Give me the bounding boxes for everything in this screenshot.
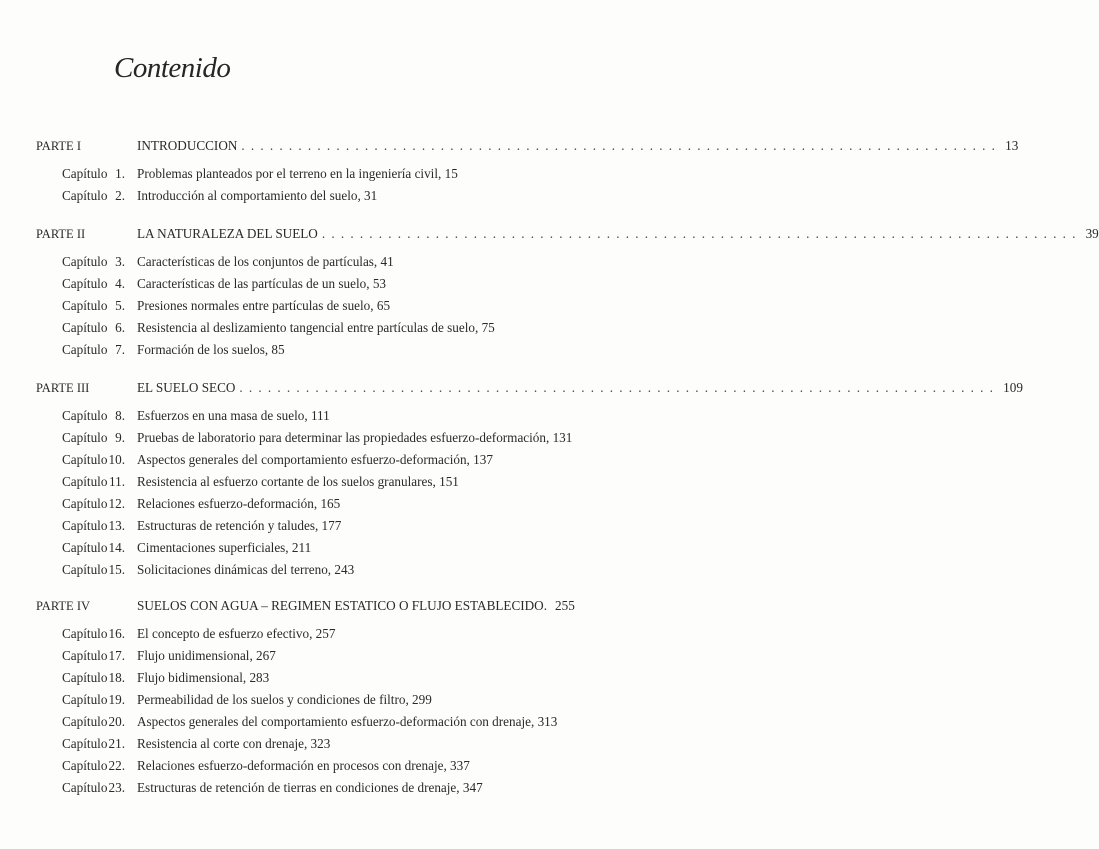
chapter-title: Presiones normales entre partículas de suelo, 65 bbox=[137, 298, 391, 313]
chapter-entry[interactable] bbox=[0, 275, 600, 293]
chapter-title: Solicitaciones dinámicas del terreno, 243 bbox=[137, 562, 355, 577]
chapter-label: Capítulo bbox=[62, 714, 108, 729]
part-title-line bbox=[137, 597, 575, 615]
chapter-label: Capítulo bbox=[62, 648, 108, 663]
part-heading[interactable] bbox=[0, 597, 600, 615]
chapter-label: Capítulo bbox=[62, 320, 108, 335]
chapter-entry[interactable] bbox=[0, 165, 600, 183]
part-title: INTRODUCCION bbox=[137, 138, 238, 153]
chapter-entry[interactable] bbox=[0, 187, 600, 205]
chapter-number: 6. bbox=[115, 320, 125, 335]
chapter-number: 3. bbox=[115, 254, 125, 269]
part-page-number: 109 bbox=[1003, 380, 1023, 395]
part-label: PARTE II bbox=[36, 227, 86, 241]
part-page-number: 39 bbox=[1085, 226, 1099, 241]
part-title-line bbox=[137, 379, 1023, 397]
chapter-title: Resistencia al corte con drenaje, 323 bbox=[137, 736, 331, 751]
chapter-entry[interactable] bbox=[0, 713, 600, 731]
chapter-title: Aspectos generales del comportamiento esfuerzo-deformación, 137 bbox=[137, 452, 493, 467]
chapter-entry[interactable] bbox=[0, 779, 600, 797]
chapter-label: Capítulo bbox=[62, 562, 108, 577]
chapter-label: Capítulo bbox=[62, 276, 108, 291]
chapter-number: 19. bbox=[108, 692, 125, 707]
part-title: LA NATURALEZA DEL SUELO bbox=[137, 226, 318, 241]
chapter-title: Permeabilidad de los suelos y condiciones de filtro, 299 bbox=[137, 692, 432, 707]
chapter-number: 14. bbox=[108, 540, 125, 555]
chapter-title: Relaciones esfuerzo-deformación en procesos con drenaje, 337 bbox=[137, 758, 470, 773]
chapter-number: 23. bbox=[108, 780, 125, 795]
chapter-number: 22. bbox=[108, 758, 125, 773]
chapter-entry[interactable] bbox=[0, 451, 600, 469]
chapter-title: Flujo bidimensional, 283 bbox=[137, 670, 270, 685]
chapter-title: Aspectos generales del comportamiento esfuerzo-deformación con drenaje, 313 bbox=[137, 714, 558, 729]
chapter-entry[interactable] bbox=[0, 495, 600, 513]
chapter-entry[interactable] bbox=[0, 253, 600, 271]
chapter-number: 8. bbox=[115, 408, 125, 423]
chapter-title: Pruebas de laboratorio para determinar las propiedades esfuerzo-deformación, 131 bbox=[137, 430, 573, 445]
chapter-entry[interactable] bbox=[0, 625, 600, 643]
chapter-entry[interactable] bbox=[0, 539, 600, 557]
chapter-number: 1. bbox=[115, 166, 125, 181]
part-title-line bbox=[137, 225, 1099, 243]
dot-leader: ................................................................................ bbox=[239, 380, 1000, 395]
chapter-title: El concepto de esfuerzo efectivo, 257 bbox=[137, 626, 336, 641]
part-title: EL SUELO SECO bbox=[137, 380, 236, 395]
chapter-title: Relaciones esfuerzo-deformación, 165 bbox=[137, 496, 341, 511]
chapter-label: Capítulo bbox=[62, 166, 108, 181]
chapter-label: Capítulo bbox=[62, 736, 108, 751]
chapter-title: Problemas planteados por el terreno en la ingeniería civil, 15 bbox=[137, 166, 458, 181]
chapter-number: 10. bbox=[108, 452, 125, 467]
chapter-label: Capítulo bbox=[62, 692, 108, 707]
chapter-label: Capítulo bbox=[62, 430, 108, 445]
chapter-label: Capítulo bbox=[62, 298, 108, 313]
chapter-title: Resistencia al esfuerzo cortante de los suelos granulares, 151 bbox=[137, 474, 459, 489]
chapter-label: Capítulo bbox=[62, 758, 108, 773]
chapter-entry[interactable] bbox=[0, 517, 600, 535]
chapter-number: 21. bbox=[108, 736, 125, 751]
chapter-number: 15. bbox=[108, 562, 125, 577]
chapter-entry[interactable] bbox=[0, 429, 600, 447]
chapter-title: Introducción al comportamiento del suelo, 31 bbox=[137, 188, 378, 203]
part-label: PARTE III bbox=[36, 381, 90, 395]
chapter-label: Capítulo bbox=[62, 254, 108, 269]
chapter-entry[interactable] bbox=[0, 669, 600, 687]
chapter-number: 2. bbox=[115, 188, 125, 203]
chapter-label: Capítulo bbox=[62, 670, 108, 685]
chapter-title: Resistencia al deslizamiento tangencial entre partículas de suelo, 75 bbox=[137, 320, 495, 335]
chapter-number: 11. bbox=[109, 474, 125, 489]
chapter-entry[interactable] bbox=[0, 407, 600, 425]
part-title-line bbox=[137, 137, 1019, 155]
chapter-number: 20. bbox=[108, 714, 125, 729]
part-page-number: 13 bbox=[1005, 138, 1019, 153]
part-heading[interactable] bbox=[0, 137, 1019, 155]
chapter-number: 9. bbox=[115, 430, 125, 445]
chapter-entry[interactable] bbox=[0, 561, 600, 579]
dot-leader: ................................................................................ bbox=[321, 226, 1082, 241]
chapter-title: Cimentaciones superficiales, 211 bbox=[137, 540, 312, 555]
chapter-label: Capítulo bbox=[62, 626, 108, 641]
part-heading[interactable] bbox=[0, 225, 1099, 243]
chapter-entry[interactable] bbox=[0, 473, 600, 491]
chapter-label: Capítulo bbox=[62, 474, 108, 489]
dot-leader: ................................................................................ bbox=[241, 138, 1002, 153]
chapter-entry[interactable] bbox=[0, 757, 600, 775]
chapter-number: 13. bbox=[108, 518, 125, 533]
chapter-number: 12. bbox=[108, 496, 125, 511]
chapter-label: Capítulo bbox=[62, 342, 108, 357]
chapter-title: Estructuras de retención de tierras en condiciones de drenaje, 347 bbox=[137, 780, 483, 795]
chapter-entry[interactable] bbox=[0, 297, 600, 315]
chapter-title: Flujo unidimensional, 267 bbox=[137, 648, 276, 663]
chapter-label: Capítulo bbox=[62, 540, 108, 555]
part-label: PARTE IV bbox=[36, 599, 91, 613]
chapter-title: Formación de los suelos, 85 bbox=[137, 342, 285, 357]
chapter-entry[interactable] bbox=[0, 647, 600, 665]
chapter-label: Capítulo bbox=[62, 496, 108, 511]
chapter-title: Características de las partículas de un suelo, 53 bbox=[137, 276, 387, 291]
chapter-number: 7. bbox=[115, 342, 125, 357]
part-label: PARTE I bbox=[36, 139, 81, 153]
chapter-label: Capítulo bbox=[62, 518, 108, 533]
chapter-entry[interactable] bbox=[0, 341, 600, 359]
chapter-label: Capítulo bbox=[62, 188, 108, 203]
chapter-label: Capítulo bbox=[62, 408, 108, 423]
part-heading[interactable] bbox=[0, 379, 1023, 397]
chapter-number: 4. bbox=[115, 276, 125, 291]
chapter-title: Esfuerzos en una masa de suelo, 111 bbox=[137, 408, 330, 423]
part-page-number: 255 bbox=[555, 598, 575, 613]
part-title: SUELOS CON AGUA – REGIMEN ESTATICO O FLUJO ESTABLECIDO. bbox=[137, 598, 548, 613]
chapter-entry[interactable] bbox=[0, 319, 600, 337]
chapter-entry[interactable] bbox=[0, 691, 600, 709]
chapter-title: Estructuras de retención y taludes, 177 bbox=[137, 518, 342, 533]
chapter-number: 18. bbox=[108, 670, 125, 685]
chapter-number: 17. bbox=[108, 648, 125, 663]
chapter-title: Características de los conjuntos de partículas, 41 bbox=[137, 254, 394, 269]
chapter-label: Capítulo bbox=[62, 452, 108, 467]
chapter-label: Capítulo bbox=[62, 780, 108, 795]
chapter-entry[interactable] bbox=[0, 735, 600, 753]
chapter-number: 5. bbox=[115, 298, 125, 313]
page-title: Contenido bbox=[114, 52, 231, 84]
chapter-number: 16. bbox=[108, 626, 125, 641]
